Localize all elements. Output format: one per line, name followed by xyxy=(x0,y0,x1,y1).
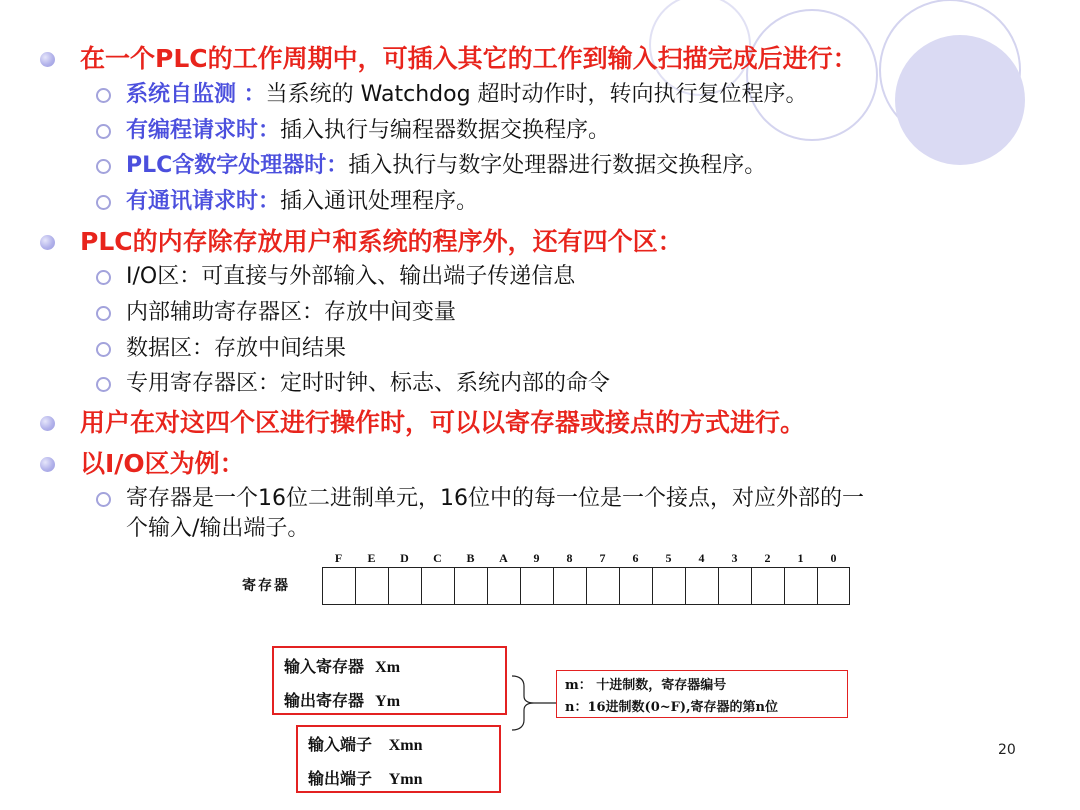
box-label: 输入端子 xyxy=(308,735,373,754)
bit-cell xyxy=(355,567,388,605)
bit-cell xyxy=(652,567,685,605)
bit-cell xyxy=(454,567,487,605)
sub-text: 寄存器是一个16位二进制单元，16位中的每一位是一个接点，对应外部的一 xyxy=(126,486,864,511)
sub-text: I/O区：可直接与外部输入、输出端子传递信息 xyxy=(126,264,576,289)
bit-index-label: F xyxy=(334,551,343,565)
ring-bullet-icon xyxy=(96,377,111,392)
box-label: 输入寄存器 xyxy=(284,657,365,676)
bit-index-label: 5 xyxy=(665,551,672,565)
bit-index-label: E xyxy=(367,551,376,565)
sub-text: 插入通讯处理程序。 xyxy=(280,189,479,214)
sub-highlight: 系统自监测 ： xyxy=(126,82,266,107)
bit-cell xyxy=(685,567,718,605)
bit-index-label: 6 xyxy=(632,551,639,565)
bit-index-label: 7 xyxy=(599,551,606,565)
bullet-dot-icon xyxy=(40,416,55,431)
bullet-dot-icon xyxy=(40,235,55,250)
bit-cell xyxy=(586,567,619,605)
terminal-names-box xyxy=(296,725,501,793)
bit-cell xyxy=(322,567,355,605)
bullet-dot-icon xyxy=(40,52,55,67)
sub-text: 插入执行与数字处理器进行数据交换程序。 xyxy=(348,153,767,178)
bit-cell xyxy=(784,567,817,605)
register-names-box xyxy=(272,646,507,715)
bit-cell xyxy=(619,567,652,605)
sub-text: 数据区：存放中间结果 xyxy=(126,336,347,361)
bit-index-label: D xyxy=(400,551,409,565)
sub-highlight: 有通讯请求时： xyxy=(126,189,281,214)
brace-connector xyxy=(510,672,558,734)
bit-cell xyxy=(388,567,421,605)
sub-text: 内部辅助寄存器区：存放中间变量 xyxy=(126,300,457,325)
notes-box xyxy=(556,670,848,718)
bullet-text: 以I/O区为例： xyxy=(80,449,245,478)
bit-index-label: A xyxy=(499,551,508,565)
sub-highlight: PLC含数字处理器时： xyxy=(126,153,349,178)
ring-bullet-icon xyxy=(96,270,111,285)
register-bit-cells xyxy=(322,567,850,605)
bit-index-label: 4 xyxy=(698,551,705,565)
bit-index-label: B xyxy=(466,551,475,565)
page-number: 20 xyxy=(998,742,1016,758)
note-n: n：16进制数(0~F),寄存器的第n位 xyxy=(565,700,778,715)
bullet-text: 在一个PLC的工作周期中，可插入其它的工作到输入扫描完成后进行： xyxy=(80,44,858,73)
sub-text: 当系统的 Watchdog 超时动作时，转向执行复位程序。 xyxy=(265,82,808,107)
ring-bullet-icon xyxy=(96,88,111,103)
bit-index-label: 9 xyxy=(533,551,540,565)
note-m: m： 十进制数，寄存器编号 xyxy=(565,678,727,693)
bit-index-label: 3 xyxy=(731,551,738,565)
bit-cell xyxy=(751,567,784,605)
bit-index-row xyxy=(322,551,850,567)
box-code: Ym xyxy=(375,693,401,710)
bit-index-label: C xyxy=(433,551,442,565)
box-code: Xm xyxy=(375,659,401,676)
box-code: Xmn xyxy=(388,737,423,754)
sub-text: 插入执行与编程器数据交换程序。 xyxy=(280,118,611,143)
sub-highlight: 有编程请求时： xyxy=(126,118,281,143)
register-label: 寄存器 xyxy=(242,578,290,594)
bit-index-label: 1 xyxy=(797,551,804,565)
bit-cell xyxy=(421,567,454,605)
bullet-dot-icon xyxy=(40,457,55,472)
ring-bullet-icon xyxy=(96,306,111,321)
bit-index-label: 8 xyxy=(566,551,573,565)
ring-bullet-icon xyxy=(96,159,111,174)
box-label: 输出寄存器 xyxy=(284,691,365,710)
sub-text: 专用寄存器区：定时时钟、标志、系统内部的命令 xyxy=(126,371,611,396)
bit-index-label: 0 xyxy=(830,551,837,565)
bit-cell xyxy=(487,567,520,605)
ring-bullet-icon xyxy=(96,342,111,357)
box-code: Ymn xyxy=(388,771,423,788)
bit-cell xyxy=(817,567,850,605)
bit-index-label: 2 xyxy=(764,551,771,565)
sub-text: 个输入/输出端子。 xyxy=(126,516,310,541)
box-label: 输出端子 xyxy=(308,769,373,788)
ring-bullet-icon xyxy=(96,195,111,210)
bullet-text: PLC的内存除存放用户和系统的程序外，还有四个区： xyxy=(80,227,683,256)
ring-bullet-icon xyxy=(96,124,111,139)
bullet-text: 用户在对这四个区进行操作时，可以以寄存器或接点的方式进行。 xyxy=(80,408,806,437)
bit-cell xyxy=(718,567,751,605)
bit-cell xyxy=(520,567,553,605)
ring-bullet-icon xyxy=(96,492,111,507)
bit-cell xyxy=(553,567,586,605)
